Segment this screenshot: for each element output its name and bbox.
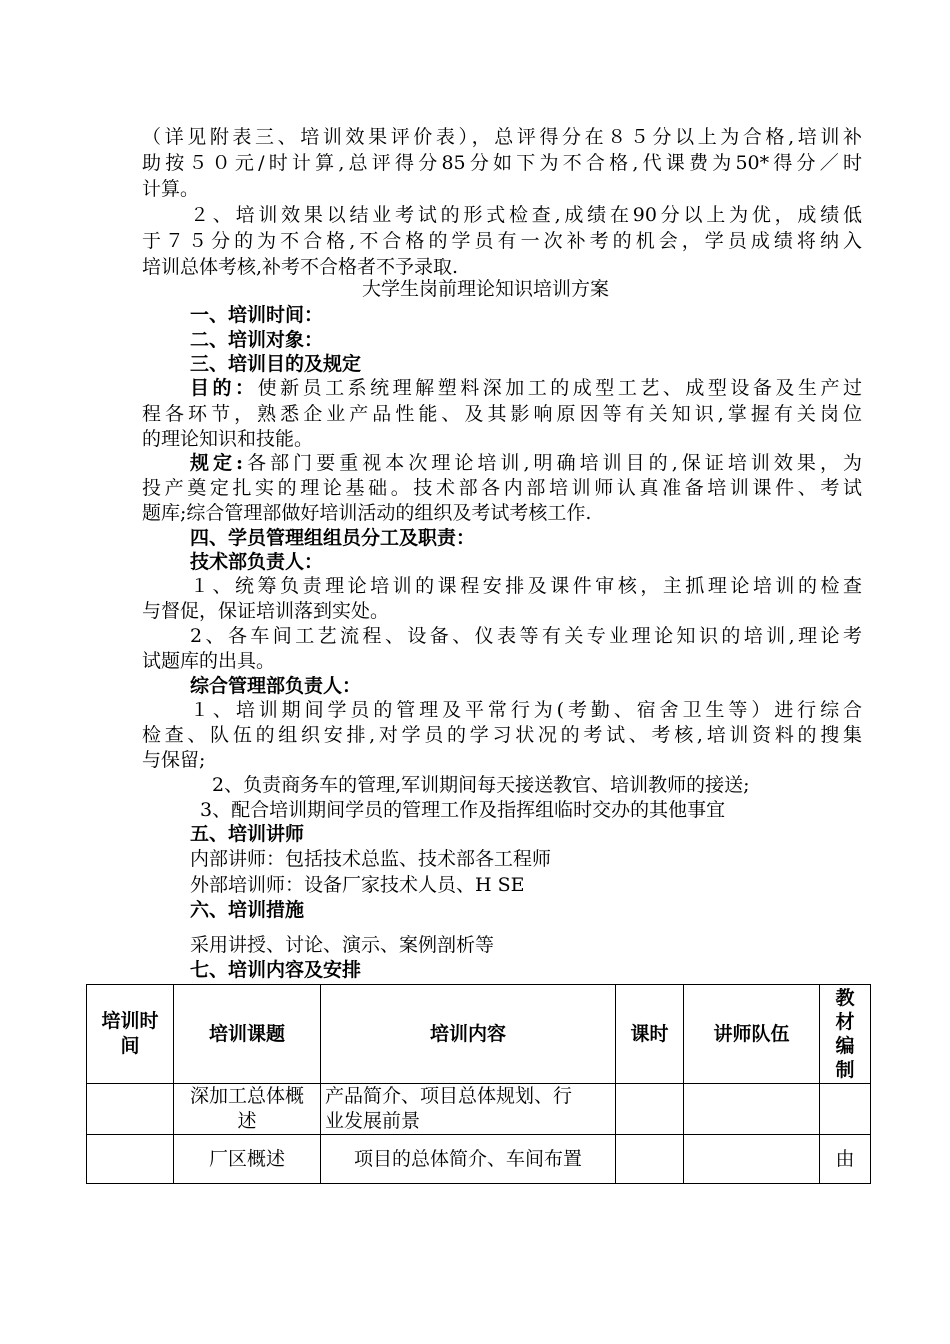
intro-line: 于７５分的为不合格,不合格的学员有一次补考的机会，学员成绩将纳入 [142,230,862,252]
schedule-table [86,984,871,1184]
tech-duty-line: 2、各车间工艺流程、设备、仪表等有关专业理论知识的培训,理论考 [190,625,862,647]
header-cell-time: 培训时间 [87,985,174,1084]
page-title: 大学生岗前理论知识培训方案 [362,278,610,300]
header-cell-content: 培训内容 [321,985,616,1084]
rule-text: 各部门要重视本次理论培训,明确培训目的,保证培训效果，为 [243,452,862,474]
section-purpose-rules: 三、培训目的及规定 [190,353,362,375]
intro-line: 助按５０元/时计算,总评得分85分如下为不合格,代课费为50*得分／时 [142,152,862,174]
intro-line: 培训总体考核,补考不合格者不予录取. [142,256,459,278]
table-cell [87,1135,174,1184]
admin-duty-line: 2、负责商务车的管理,军训期间每天接送教官、培训教师的接送; [212,774,750,796]
rule-line: 投产奠定扎实的理论基础。技术部各内部培训师认真准备培训课件、考试 [142,477,862,499]
table-row [87,1135,871,1184]
purpose-text: 使新员工系统理解塑料深加工的成型工艺、成型设备及生产过 [257,377,862,399]
internal-lecturers: 内部讲师：包括技术总监、技术部各工程师 [190,848,552,870]
external-lecturers: 外部培训师：设备厂家技术人员、H SE [190,874,525,896]
admin-duty-line: 3、配合培训期间学员的管理工作及指挥组临时交办的其他事宜 [200,799,726,821]
rule-label: 规定: [190,452,244,474]
measures-text: 采用讲授、讨论、演示、案例剖析等 [190,934,495,956]
table-cell: 深加工总体概述 [174,1084,321,1135]
tech-dept-head: 技术部负责人： [190,551,324,573]
section-lecturers: 五、培训讲师 [190,823,305,845]
table-cell: 由 [820,1135,871,1184]
table-cell [684,1135,820,1184]
table-row [87,1084,871,1135]
admin-duty-line: 检查、队伍的组织安排,对学员的学习状况的考试、考核,培训资料的搜集 [142,724,862,746]
header-cell-materials: 教材编制 [820,985,871,1084]
table-cell [684,1084,820,1135]
section-training-target: 二、培训对象： [190,329,324,351]
table-cell: 项目的总体简介、车间布置 [321,1135,616,1184]
header-cell-lecturers: 讲师队伍 [684,985,820,1084]
intro-line: ２、培训效果以结业考试的形式检查,成绩在90分以上为优，成绩低 [190,204,862,226]
header-cell-hours: 课时 [616,985,684,1084]
rule-line [190,450,862,476]
admin-dept-head: 综合管理部负责人： [190,675,362,697]
header-cell-topic: 培训课题 [174,985,321,1084]
purpose-line: 程各环节，熟悉企业产品性能、及其影响原因等有关知识,掌握有关岗位 [142,403,862,425]
table-cell: 产品简介、项目总体规划、行业发展前景 [321,1084,616,1135]
intro-line: （详见附表三、培训效果评价表），总评得分在８５分以上为合格,培训补 [142,126,862,148]
tech-duty-line: １、统筹负责理论培训的课程安排及课件审核，主抓理论培训的检查 [190,575,862,597]
table-cell: 厂区概述 [174,1135,321,1184]
admin-duty-line: 与保留; [142,749,206,771]
purpose-label: 目的： [190,377,258,399]
purpose-line [190,375,862,401]
table-header-row [87,985,871,1084]
tech-duty-line: 试题库的出具。 [142,650,276,672]
section-measures: 六、培训措施 [190,899,305,921]
purpose-line: 的理论知识和技能。 [142,428,314,450]
table-cell [616,1135,684,1184]
intro-line: 计算。 [142,178,200,200]
table-cell [820,1084,871,1135]
admin-duty-line: １、培训期间学员的管理及平常行为(考勤、宿舍卫生等）进行综合 [190,699,862,721]
rule-line: 题库;综合管理部做好培训活动的组织及考试考核工作. [142,502,592,524]
table-cell [616,1084,684,1135]
section-roles: 四、学员管理组组员分工及职责： [190,527,476,549]
section-schedule: 七、培训内容及安排 [190,959,362,981]
table-cell [87,1084,174,1135]
section-training-time: 一、培训时间： [190,304,324,326]
tech-duty-line: 与督促，保证培训落到实处。 [142,600,390,622]
